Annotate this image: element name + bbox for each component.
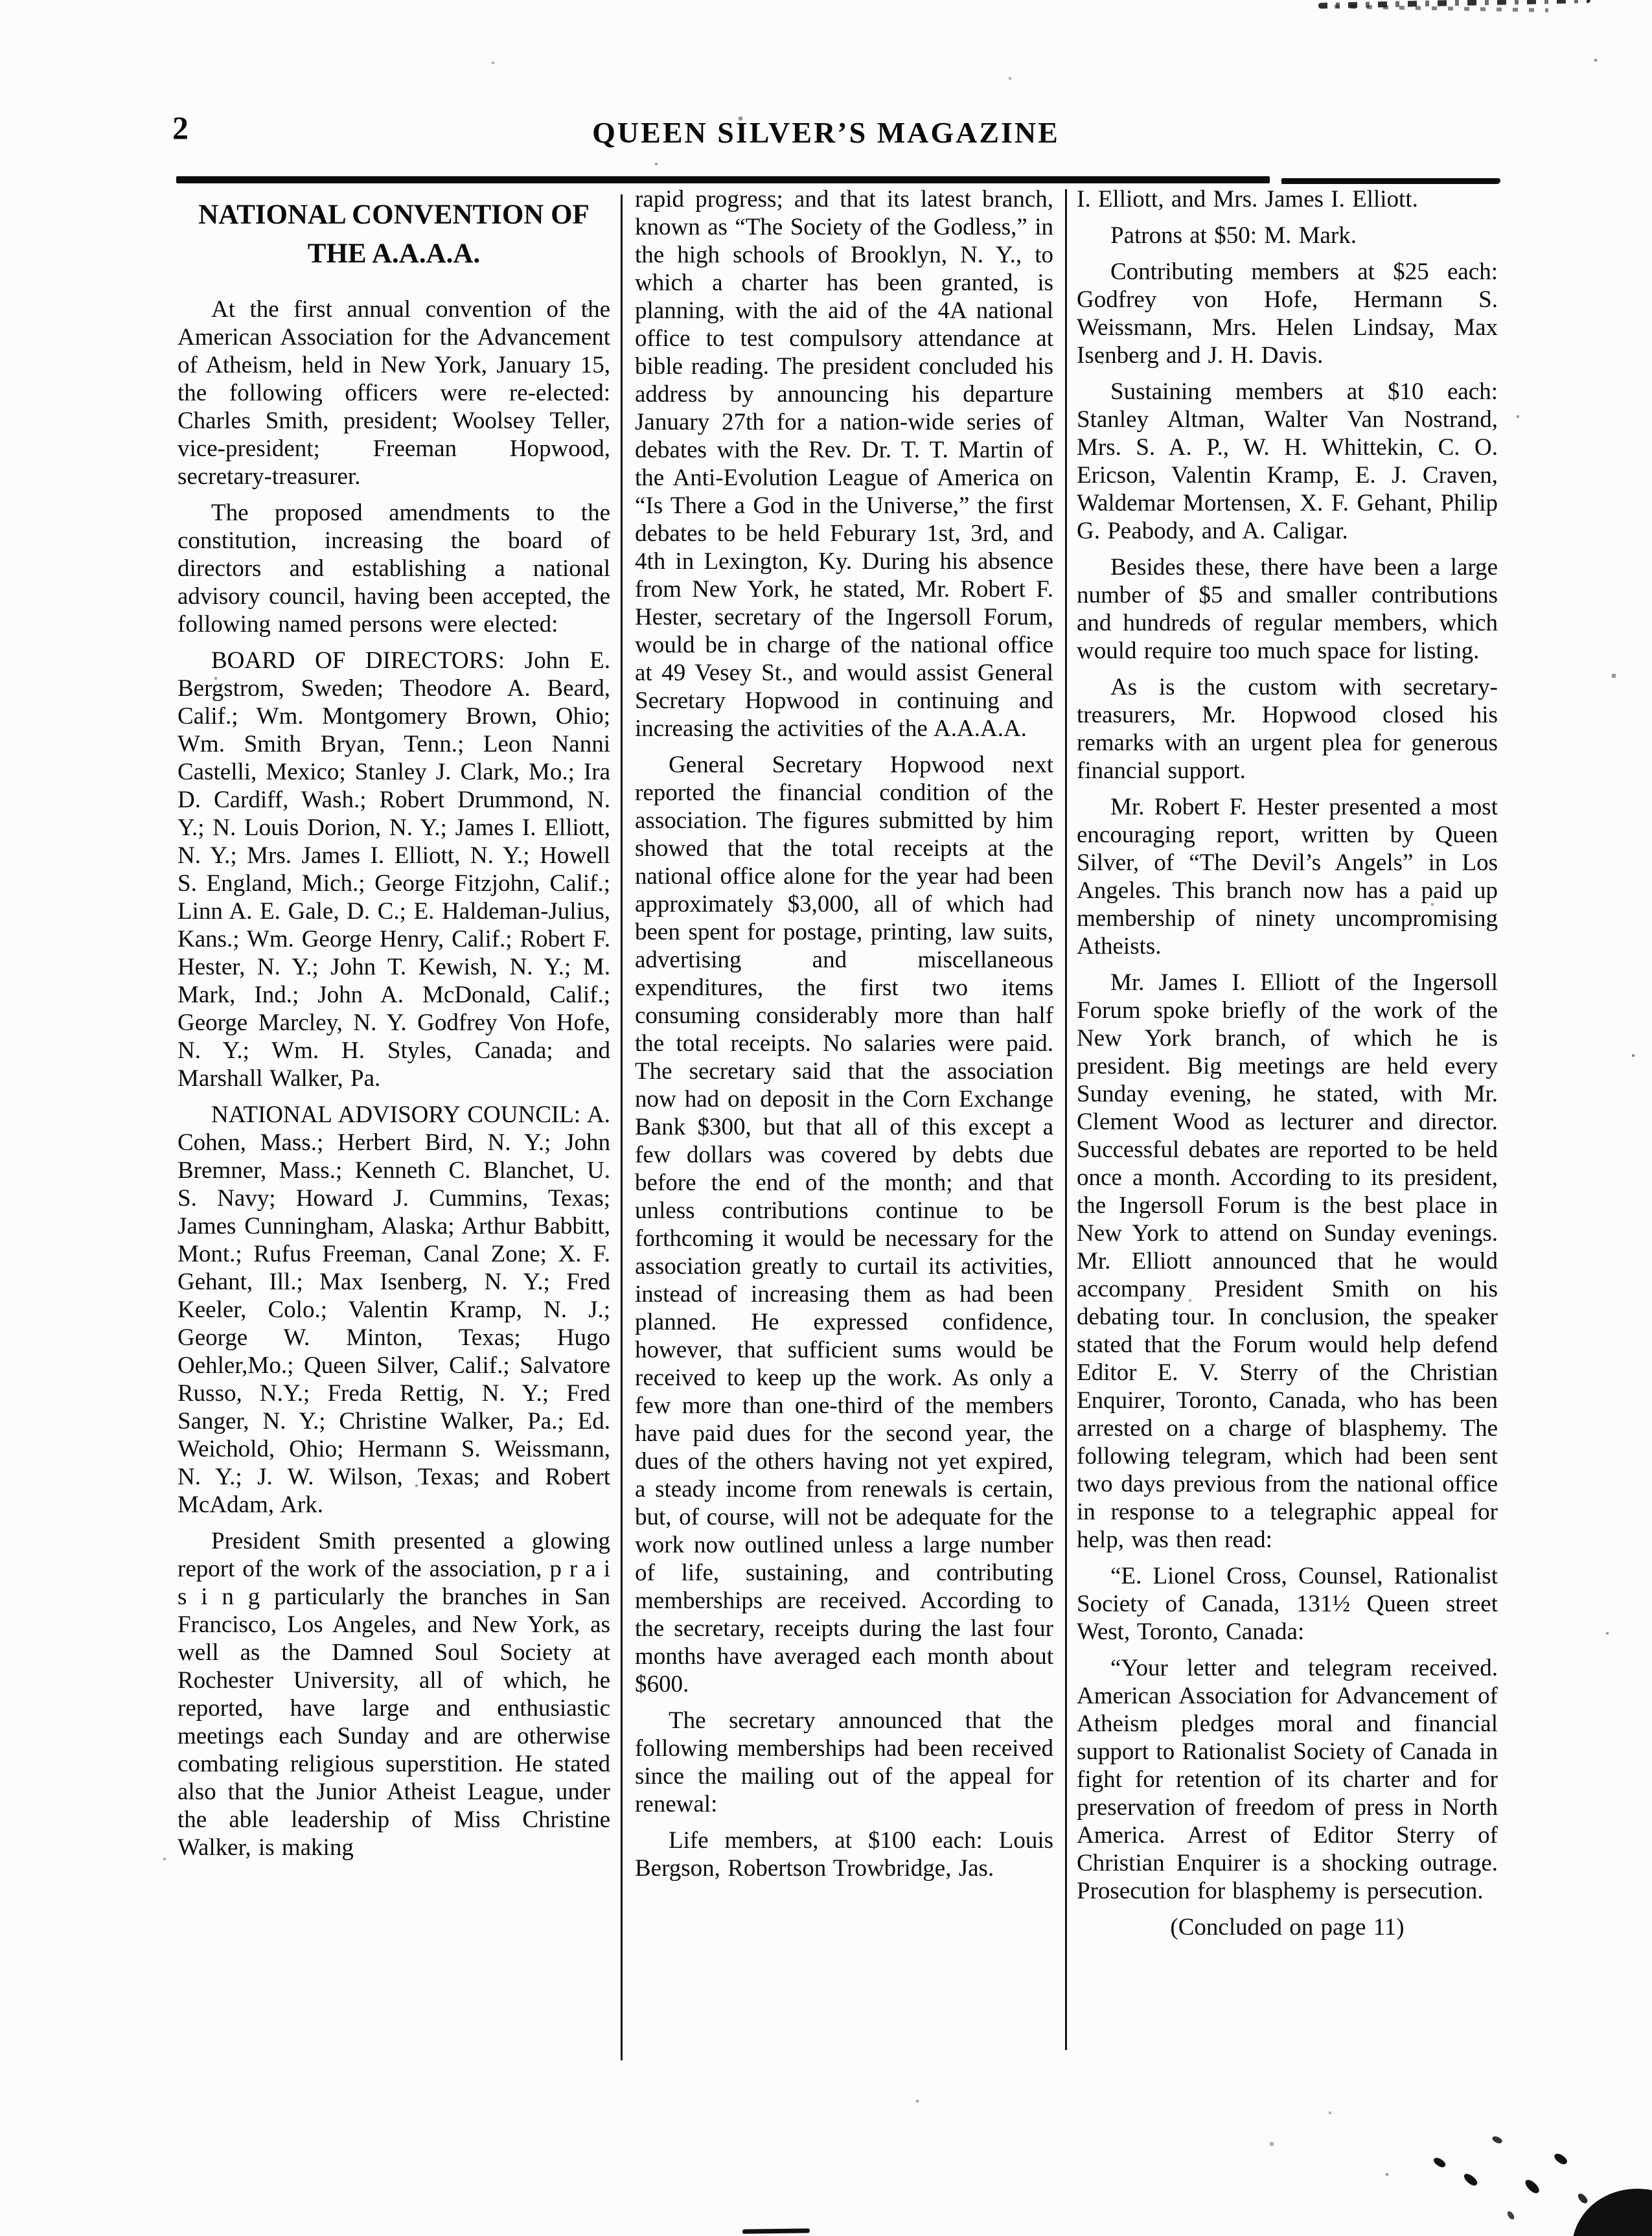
- scan-artifact-blob: [1553, 2151, 1569, 2166]
- column-3: [1077, 185, 1498, 1950]
- page-number: 2: [172, 109, 189, 146]
- continuation-note: (Concluded on page 11): [1170, 1914, 1405, 1941]
- paragraph: BOARD OF DIRECTORS: John E. Bergstrom, Sweden; Theodore A. Beard, Calif.; Wm. Montgomery Brown, Ohio; Wm. Smith Bryan, Tenn.; Leon Nanni Castelli, Mexico; Stanley J. Clark, Mo.; Ira D. Cardiff, Wash.; Robert Drummond, N. Y.; N. Louis Dorion, N. Y.; James I. Elliott, N. Y.; Mrs. James I. Elliott, N. Y.; Howell S. England, Mich.; George Fitzjohn, Calif.; Linn A. E. Gale, D. C.; E. Haldeman-Julius, Kans.; Wm. George Henry, Calif.; Robert F. Hester, N. Y.; John T. Kewish, N. Y.; M. Mark, Ind.; John A. McDonald, Calif.; George Marcley, N. Y. Godfrey Von Hofe, N. Y.; Wm. H. Styles, Canada; and Marshall Walker, Pa.: [178, 647, 610, 1092]
- paragraph: President Smith presented a glowing report of the work of the association, p r a i s i n g particularly the branches in San Francisco, Los Angeles, and New York, as well as the Damned Soul Society at Rochester University, all of which, he reported, have large and enthusiastic meetings each Sunday and are otherwise combating religious superstition. He stated also that the Junior Atheist League, under the able leadership of Miss Christine Walker, is making: [178, 1528, 610, 1861]
- paragraph: “Your letter and telegram received. American Association for Advancement of Atheism pledges moral and financial support to Rationalist Society of Canada in fight for retention of its charter and for preservation of freedom of press in North America. Arrest of Editor Sterry of Christian Enquirer is a shocking outrage. Prosecution for blasphemy is persecution.: [1077, 1655, 1498, 1904]
- column-2: [635, 185, 1053, 1891]
- paragraph: Mr. James I. Elliott of the Ingersoll Forum spoke briefly of the work of the New York branch, of which he is president. Big meetings are held every Sunday evening, he stated, with Mr. Clement Wood as lecturer and director. Successful debates are reported to be held once a month. According to its president, the Ingersoll Forum is the best place in New York to attend on Sunday evenings. Mr. Elliott announced that he would accompany President Smith on his debating tour. In conclusion, the speaker stated that the Forum would help defend Editor E. V. Sterry of the Christian Enquirer, Toronto, Canada, who has been arrested on a charge of blasphemy. The following telegram, which had been sent two days previous from the national office in response to a telegraphic appeal for help, was then read:: [1077, 969, 1498, 1553]
- paragraph: “E. Lionel Cross, Counsel, Rationalist Society of Canada, 131½ Queen street West, Toronto, Canada:: [1077, 1563, 1498, 1645]
- scan-artifact-blob: [1506, 2210, 1515, 2220]
- scan-artifact-blob: [1577, 2192, 1589, 2205]
- scan-artifact-blob: [1462, 2171, 1479, 2187]
- scan-artifact-blob: [1523, 2177, 1541, 2195]
- paragraph: rapid progress; and that its latest branch, known as “The Society of the Godless,” in the high schools of Brooklyn, N. Y., to which a charter has been granted, is planning, with the aid of the 4A national office to test compulsory attendance at bible reading. The president concluded his address by announcing his departure January 27th for a nation-wide series of debates with the Rev. Dr. T. T. Martin of the Anti-Evolution League of America on “Is There a God in the Universe,” the first debates to be held Feburary 1st, 3rd, and 4th in Lexington, Ky. During his absence from New York, he stated, Mr. Robert F. Hester, secretary of the Ingersoll Forum, would be in charge of the national office at 49 Vesey St., and would assist General Secretary Hopwood in continuing and increasing the activities of the A.A.A.A.: [635, 186, 1053, 742]
- scan-artifact-dash: [742, 2228, 810, 2233]
- scan-artifact-top-right-2: [1335, 5, 1548, 12]
- article-title: [178, 196, 610, 273]
- scan-artifact-speckles: [0, 0, 1, 1]
- paragraph: Patrons at $50: M. Mark.: [1110, 222, 1357, 249]
- article-title-line2: THE A.A.A.A.: [307, 238, 481, 269]
- magazine-masthead: QUEEN SILVER’S MAGAZINE: [592, 116, 1060, 149]
- paragraph: At the first annual convention of the American Association for the Advancement of Atheism, held in New York, January 15, the following officers were re-elected: Charles Smith, president; Woolsey Teller, vice-president; Freeman Hopwood, secretary-treasurer.: [178, 296, 610, 490]
- paragraph: As is the custom with secretary-treasurers, Mr. Hopwood closed his remarks with an urgent plea for generous financial support.: [1077, 674, 1498, 784]
- article-title-line1: NATIONAL CONVENTION OF: [198, 200, 590, 230]
- paragraph: Life members, at $100 each: Louis Bergson, Robertson Trowbridge, Jas.: [635, 1827, 1053, 1882]
- header-rule-right: [1281, 178, 1500, 184]
- paragraph: Sustaining members at $10 each: Stanley Altman, Walter Van Nostrand, Mrs. S. A. P., W. H. Whittekin, C. O. Ericson, Valentin Kramp, E. J. Craven, Waldemar Mortensen, X. F. Gehant, Philip G. Peabody, and A. Caligar.: [1077, 378, 1498, 544]
- paragraph: The proposed amendments to the constitution, increasing the board of directors and establishing a national advisory council, having been accepted, the following named persons were elected:: [178, 500, 610, 638]
- paragraph: NATIONAL ADVISORY COUNCIL: A. Cohen, Mass.; Herbert Bird, N. Y.; John Bremner, Mass.; Kenneth C. Blanchet, U. S. Navy; Howard J. Cummins, Texas; James Cunningham, Alaska; Arthur Babbitt, Mont.; Rufus Freeman, Canal Zone; X. F. Gehant, Ill.; Max Isenberg, N. Y.; Fred Keeler, Colo.; Valentin Kramp, N. J.; George W. Minton, Texas; Hugo Oehler,Mo.; Queen Silver, Calif.; Salvatore Russo, N.Y.; Freda Rettig, N. Y.; Fred Sanger, N. Y.; Christine Walker, Pa.; Ed. Weichold, Ohio; Hermann S. Weissmann, N. Y.; J. W. Wilson, Texas; and Robert McAdam, Ark.: [178, 1101, 610, 1518]
- scan-artifact-top-right: [1318, 0, 1590, 8]
- paragraph: Contributing members at $25 each: Godfrey von Hofe, Hermann S. Weissmann, Mrs. Helen Lindsay, Max Isenberg and J. H. Davis.: [1077, 259, 1498, 369]
- paragraph: I. Elliott, and Mrs. James I. Elliott.: [1077, 186, 1418, 213]
- scan-artifact-blob: [1432, 2156, 1447, 2169]
- column-divider-1: [621, 194, 623, 2060]
- column-1: [178, 196, 610, 1870]
- paragraph: Besides these, there have been a large number of $5 and smaller contributions and hundreds of regular members, which would require too much space for listing.: [1077, 554, 1498, 664]
- paragraph: The secretary announced that the following memberships had been received since the mailing out of the appeal for renewal:: [635, 1707, 1053, 1817]
- scan-artifact-blob: [1491, 2135, 1503, 2145]
- header-rule-left: [176, 176, 1270, 183]
- column-divider-2: [1065, 189, 1067, 2050]
- scan-artifact-corner-blob: [1570, 2176, 1652, 2236]
- paragraph: Mr. Robert F. Hester presented a most encouraging report, written by Queen Silver, of “The Devil’s Angels” in Los Angeles. This branch now has a paid up membership of ninety uncompromising Atheists.: [1077, 794, 1498, 960]
- paragraph: General Secretary Hopwood next reported the financial condition of the association. The figures submitted by him showed that the total receipts at the national office alone for the year had been approximately $3,000, all of which had been spent for postage, printing, law suits, advertising and miscellaneous expenditures, the first two items consuming considerably more than half the total receipts. No salaries were paid. The secretary said that the association now had on deposit in the Corn Exchange Bank $300, but that all of this except a few dollars was covered by debts due before the end of the month; and that unless contributions continue to be forthcoming it would be necessary for the association greatly to curtail its activities, instead of increasing them as had been planned. He expressed confidence, however, that sufficient sums would be received to keep up the work. As only a few more than one-third of the members have paid dues for the second year, the dues of the others having not yet expired, a steady income from renewals is certain, but, of course, will not be adequate for the work now outlined unless a large number of life, sustaining, and contributing memberships are received. According to the secretary, receipts during the last four months have averaged each month about $600.: [635, 752, 1053, 1698]
